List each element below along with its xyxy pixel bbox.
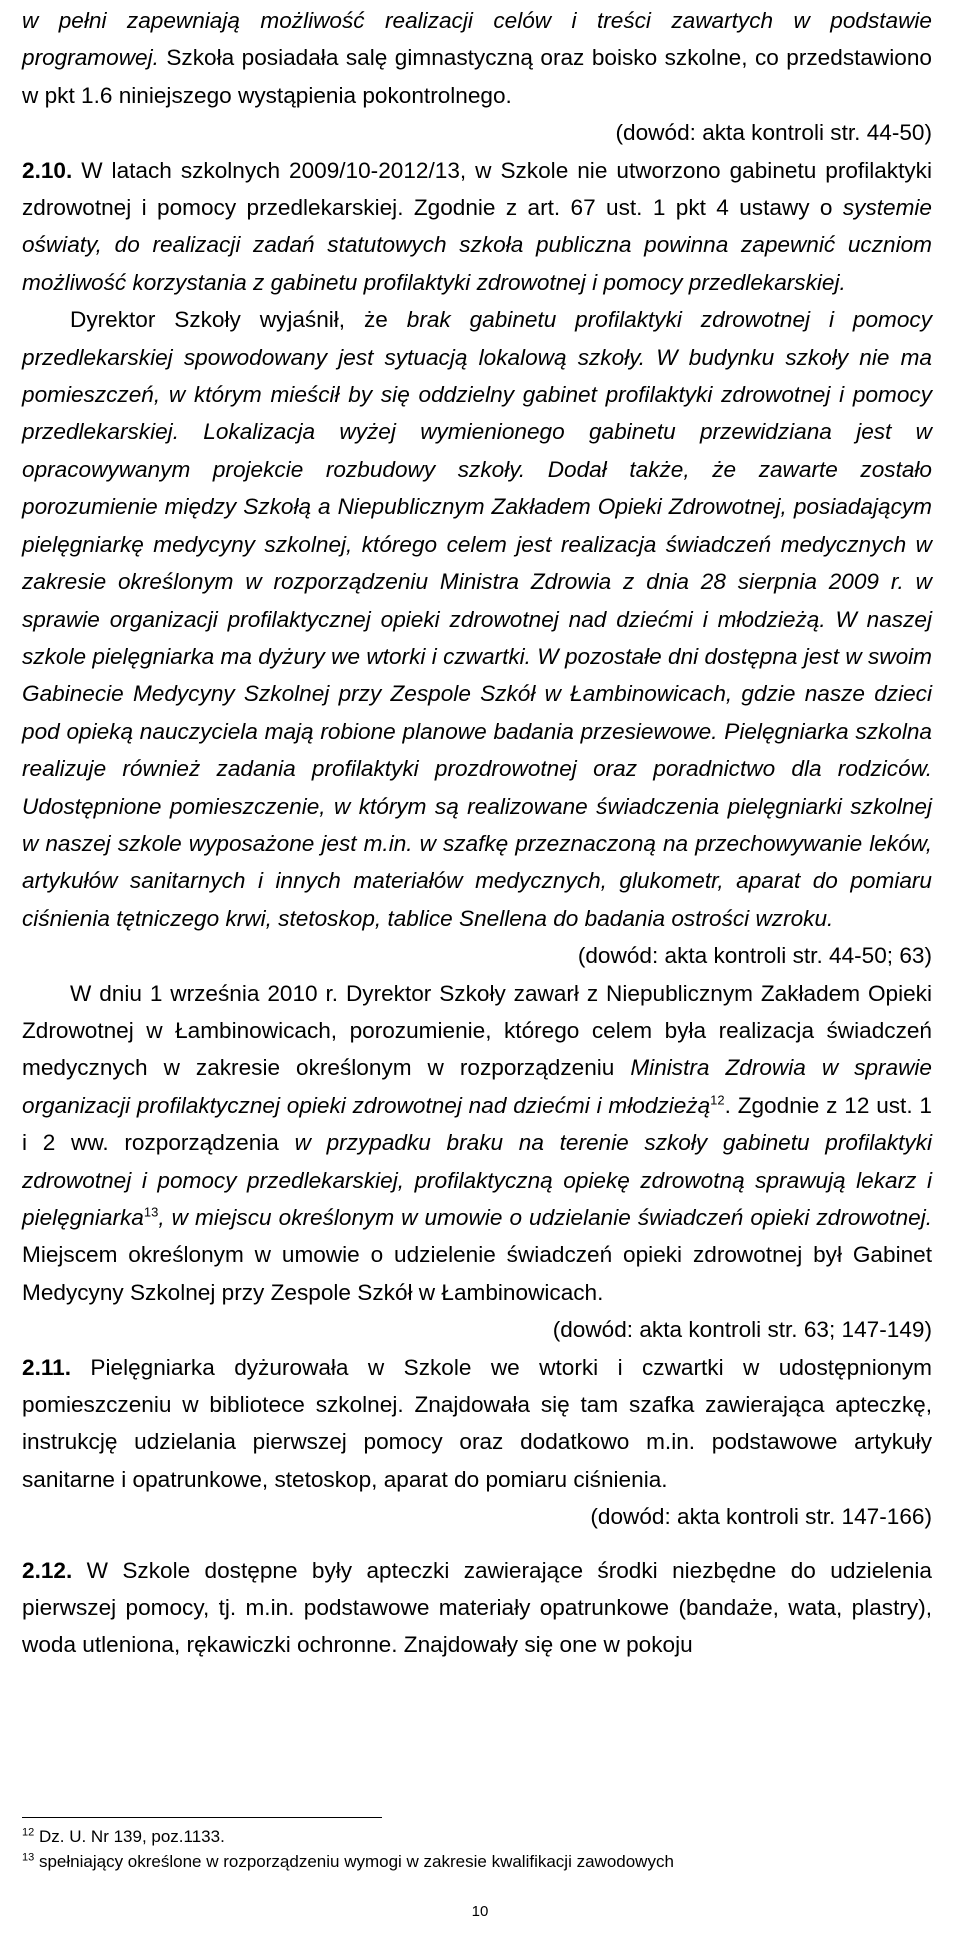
footnote-ref: 12 — [710, 1092, 725, 1108]
paragraph-agreement — [22, 975, 932, 1312]
footnote-13 — [22, 1849, 932, 1874]
text-span: Pielęgniarka dyżurowała w Szkole we wtorki i czwartki w udostępnionym pomieszczeniu w bibliotece szkolnej. Znajdowała się tam szafka zawierająca apteczkę, instrukcję udzielania pierwszej pomocy oraz dodatkowo m.in. podstawowe artykuły sanitarne i opatrunkowe, stetoskop, aparat do pomiaru ciśnienia. — [22, 1354, 932, 1492]
text-span: Lokalizacja wyżej wymienionego gabinetu przewidziana jest w opracowywanym projekcie rozbudowy szkoły. — [22, 419, 932, 482]
citation: (dowód: akta kontroli str. 44-50; 63) — [577, 943, 932, 969]
text-span: W latach szkolnych 2009/10-2012/13, w Szkole nie utworzono gabinetu profilaktyki zdrowotnej i pomocy przedlekarskiej. Zgodnie z art. 67 ust. 1 pkt 4 ustawy o — [22, 157, 932, 221]
paragraph-intro — [22, 2, 932, 114]
text-span: Dodał także, że zawarte zostało porozumienie między Szkołą a Niepublicznym Zakładem Opieki Zdrowotnej, posiadającym pielęgniarkę medycyny szkolnej, którego celem jest realizacja świadczeń medycznych w zakresie określonym w rozporządzeniu Ministra Zdrowia z dnia 28 sierpnia 2009 r. w sprawie organizacji profilaktycznej opieki zdrowotnej nad dziećmi i młodzieżą. — [22, 456, 932, 632]
text-span: W budynku szkoły nie ma pomieszczeń, w którym mieścił by się oddzielny gabinet profilaktyki zdrowotnej i pomocy przedlekarskiej. — [22, 344, 932, 445]
body-text — [22, 2, 932, 1664]
text-span: w pełni zapewniają możliwość realizacji celów i treści zawartych w podstawie — [22, 8, 932, 33]
footnote-text: spełniający określone w rozporządzeniu wymogi w zakresie kwalifikacji zawodowych — [34, 1852, 674, 1871]
section-2-10 — [22, 152, 932, 302]
footnotes — [22, 1824, 932, 1874]
text-span: Udostępnione pomieszczenie, w którym są realizowane świadczenia pielęgniarki szkolnej w naszej szkole wyposażone jest m.in. — [22, 793, 932, 856]
footnote-12 — [22, 1824, 932, 1849]
text-span: brak gabinetu profilaktyki zdrowotnej i pomocy przedlekarskiej spowodowany jest sytuacją lokalową szkoły. — [22, 307, 932, 370]
spacer — [22, 1536, 932, 1552]
text-span: , w miejscu określonym w umowie o udzielanie świadczeń opieki zdrowotnej. — [158, 1205, 932, 1230]
text-span: Miejscem określonym w umowie o udzielenie świadczeń opieki zdrowotnej był Gabinet Medycyny Szkolnej przy Zespole Szkół w Łambinowicach. — [22, 1242, 932, 1305]
text-span: w szafkę przeznaczoną na przechowywanie leków, artykułów sanitarnych i innych materiałów medycznych, glukometr, aparat do pomiaru ciśnienia tętniczego krwi, stetoskop, tablice Snellena do badania ostrości wzroku. — [22, 830, 932, 931]
citation: (dowód: akta kontroli str. 63; 147-149) — [552, 1317, 932, 1343]
text-span: Dyrektor Szkoły wyjaśnił, że — [70, 307, 407, 333]
section-number: 2.10. — [22, 157, 73, 183]
text-span: W dniu 1 września 2010 r. Dyrektor Szkoły zawarł z Niepublicznym Zakładem Opieki Zdrowotnej w Łambinowicach, porozumienie, którego celem była realizacja świadczeń medycznych w zakresie określonym w rozporządzeniu — [22, 980, 932, 1081]
text-span: W naszej szkole pielęgniarka ma dyżury we wtorki i czwartki. — [22, 606, 932, 669]
section-2-12 — [22, 1552, 932, 1664]
footnote-text: Dz. U. Nr 139, poz.1133. — [34, 1827, 225, 1846]
text-span: w przypadku braku na terenie szkoły gabinetu profilaktyki zdrowotnej i pomocy przedlekarskiej, profilaktyczną opiekę zdrowotną sprawują lekarz i pielęgniarka — [22, 1130, 932, 1230]
footnote-separator — [22, 1817, 382, 1818]
text-span: . Zgodnie z 12 ust. 1 i 2 ww. rozporządzenia — [22, 1092, 932, 1156]
page-number: 10 — [471, 1903, 489, 1920]
text-span: W pozostałe dni dostępna jest w swoim Gabinecie Medycyny Szkolnej przy Zespole Szkół w Łambinowicach, gdzie nasze dzieci pod opieką nauczyciela mają robione planowe badania przesiewowe. — [22, 643, 932, 744]
footnote-number: 13 — [22, 1851, 35, 1864]
section-2-11 — [22, 1349, 932, 1499]
text-span: programowej. — [22, 45, 159, 71]
text-span: W Szkole dostępne były apteczki zawierające środki niezbędne do udzielenia pierwszej pomocy, tj. m.in. podstawowe materiały opatrunkowe (bandaże, wata, plastry), woda utleniona, rękawiczki ochronne. Znajdowały się one w pokoju — [22, 1557, 932, 1658]
citation: (dowód: akta kontroli str. 44-50) — [615, 120, 932, 146]
citation: (dowód: akta kontroli str. 147-166) — [590, 1504, 932, 1530]
text-span: Szkoła posiadała salę gimnastyczną oraz boisko szkolne, co przedstawiono w pkt 1.6 niniejszego wystąpienia pokontrolnego. — [22, 45, 932, 108]
paragraph-director-explanation — [22, 301, 932, 937]
footnote-number: 12 — [22, 1826, 35, 1839]
section-number: 2.11. — [22, 1354, 72, 1380]
footnote-ref: 13 — [143, 1204, 159, 1220]
text-span: Ministra Zdrowia w sprawie organizacji profilaktycznej opieki zdrowotnej nad dziećmi i młodzieżą — [22, 1055, 932, 1118]
section-number: 2.12. — [22, 1557, 73, 1583]
text-span: Pielęgniarka szkolna realizuje również zadania profilaktyki prozdrowotnej oraz poradnictwo dla rodziców. — [22, 718, 932, 782]
text-span: systemie oświaty, do realizacji zadań statutowych szkoła publiczna powinna zapewnić uczniom możliwość korzystania z gabinetu profilaktyki zdrowotnej i pomocy przedlekarskiej. — [22, 195, 932, 295]
